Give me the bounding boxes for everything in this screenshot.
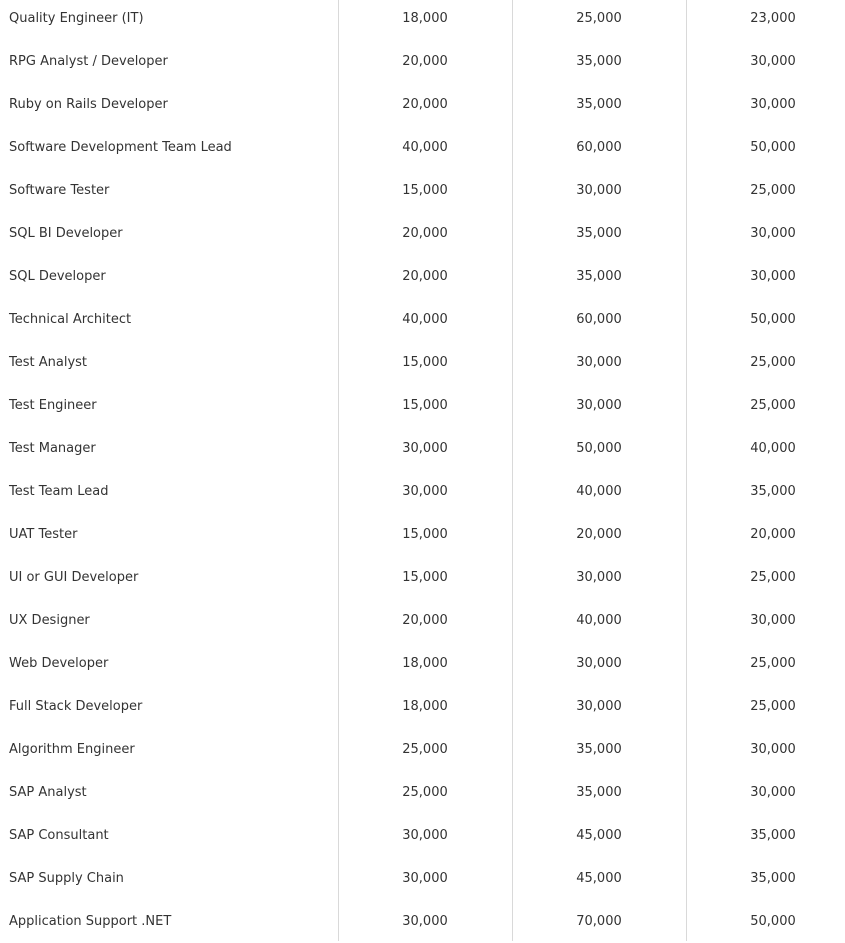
table-row: [0, 599, 845, 642]
table-row: [0, 470, 845, 513]
job-title-cell: Test Engineer: [9, 398, 97, 413]
table-row: [0, 556, 845, 599]
salary-col3-cell: 50,000: [750, 140, 796, 155]
table-row: [0, 642, 845, 685]
table-row: [0, 900, 845, 943]
salary-col1-cell: 40,000: [402, 312, 448, 327]
salary-col2-cell: 20,000: [576, 527, 622, 542]
job-title-cell: Application Support .NET: [9, 914, 172, 929]
salary-col3-cell: 25,000: [750, 398, 796, 413]
salary-col1-cell: 20,000: [402, 97, 448, 112]
salary-col3-cell: 25,000: [750, 355, 796, 370]
salary-col1-cell: 20,000: [402, 54, 448, 69]
table-row: [0, 857, 845, 900]
job-title-cell: SQL BI Developer: [9, 226, 123, 241]
job-title-cell: Test Analyst: [9, 355, 88, 370]
salary-col3-cell: 25,000: [750, 570, 796, 585]
salary-col2-cell: 50,000: [576, 441, 622, 456]
salary-col1-cell: 20,000: [402, 613, 448, 628]
job-title-cell: Software Development Team Lead: [9, 140, 232, 155]
salary-col3-cell: 50,000: [750, 312, 796, 327]
table-row: [0, 0, 845, 40]
job-title-cell: RPG Analyst / Developer: [9, 54, 168, 69]
salary-col2-cell: 45,000: [576, 828, 622, 843]
salary-col2-cell: 35,000: [576, 97, 622, 112]
salary-col1-cell: 25,000: [402, 785, 448, 800]
salary-col3-cell: 20,000: [750, 527, 796, 542]
salary-col3-cell: 30,000: [750, 97, 796, 112]
salary-col2-cell: 30,000: [576, 355, 622, 370]
job-title-cell: Software Tester: [9, 183, 110, 198]
table-row: [0, 40, 845, 83]
job-title-cell: Algorithm Engineer: [9, 742, 135, 757]
salary-col3-cell: 40,000: [750, 441, 796, 456]
salary-col2-cell: 45,000: [576, 871, 622, 886]
salary-col3-cell: 23,000: [750, 11, 796, 26]
table-row: [0, 771, 845, 814]
table-row: [0, 255, 845, 298]
salary-col2-cell: 25,000: [576, 11, 622, 26]
salary-col1-cell: 20,000: [402, 269, 448, 284]
salary-col2-cell: 30,000: [576, 398, 622, 413]
job-title-cell: SAP Consultant: [9, 828, 109, 843]
salary-col1-cell: 15,000: [402, 570, 448, 585]
salary-col3-cell: 35,000: [750, 828, 796, 843]
table-row: [0, 384, 845, 427]
job-title-cell: Full Stack Developer: [9, 699, 143, 714]
salary-col1-cell: 30,000: [402, 871, 448, 886]
salary-col3-cell: 25,000: [750, 699, 796, 714]
salary-col1-cell: 40,000: [402, 140, 448, 155]
table-row: [0, 728, 845, 771]
salary-col1-cell: 15,000: [402, 355, 448, 370]
table-row: [0, 83, 845, 126]
table-row: [0, 814, 845, 857]
table-row: [0, 341, 845, 384]
salary-col1-cell: 15,000: [402, 527, 448, 542]
salary-col1-cell: 15,000: [402, 398, 448, 413]
job-title-cell: SAP Analyst: [9, 785, 87, 800]
salary-col1-cell: 20,000: [402, 226, 448, 241]
job-title-cell: UI or GUI Developer: [9, 570, 139, 585]
salary-col2-cell: 30,000: [576, 570, 622, 585]
salary-col2-cell: 35,000: [576, 54, 622, 69]
salary-col3-cell: 30,000: [750, 226, 796, 241]
table-row: [0, 212, 845, 255]
table-row: [0, 513, 845, 556]
salary-col3-cell: 25,000: [750, 656, 796, 671]
salary-col1-cell: 25,000: [402, 742, 448, 757]
job-title-cell: Quality Engineer (IT): [9, 11, 144, 26]
salary-col2-cell: 35,000: [576, 226, 622, 241]
table-row: [0, 169, 845, 212]
salary-col2-cell: 60,000: [576, 312, 622, 327]
salary-col1-cell: 30,000: [402, 828, 448, 843]
salary-col3-cell: 25,000: [750, 183, 796, 198]
salary-col2-cell: 30,000: [576, 656, 622, 671]
job-title-cell: Ruby on Rails Developer: [9, 97, 168, 112]
salary-col1-cell: 30,000: [402, 441, 448, 456]
salary-col3-cell: 30,000: [750, 613, 796, 628]
job-title-cell: Test Manager: [9, 441, 96, 456]
salary-col2-cell: 40,000: [576, 613, 622, 628]
table-row: [0, 685, 845, 728]
job-title-cell: Web Developer: [9, 656, 109, 671]
salary-col1-cell: 18,000: [402, 656, 448, 671]
job-title-cell: UAT Tester: [9, 527, 78, 542]
salary-col3-cell: 50,000: [750, 914, 796, 929]
salary-col1-cell: 18,000: [402, 699, 448, 714]
job-title-cell: SAP Supply Chain: [9, 871, 124, 886]
salary-col2-cell: 30,000: [576, 699, 622, 714]
salary-col2-cell: 60,000: [576, 140, 622, 155]
salary-col1-cell: 15,000: [402, 183, 448, 198]
salary-col2-cell: 30,000: [576, 183, 622, 198]
job-title-cell: SQL Developer: [9, 269, 106, 284]
salary-col1-cell: 30,000: [402, 484, 448, 499]
salary-col2-cell: 35,000: [576, 742, 622, 757]
salary-col3-cell: 30,000: [750, 742, 796, 757]
salary-col2-cell: 70,000: [576, 914, 622, 929]
job-title-cell: Test Team Lead: [9, 484, 109, 499]
salary-col2-cell: 35,000: [576, 269, 622, 284]
salary-col1-cell: 18,000: [402, 11, 448, 26]
job-title-cell: UX Designer: [9, 613, 90, 628]
salary-col3-cell: 30,000: [750, 269, 796, 284]
salary-col3-cell: 30,000: [750, 54, 796, 69]
job-title-cell: Technical Architect: [9, 312, 132, 327]
salary-col2-cell: 40,000: [576, 484, 622, 499]
salary-col3-cell: 35,000: [750, 484, 796, 499]
table-row: [0, 298, 845, 341]
salary-col1-cell: 30,000: [402, 914, 448, 929]
salary-col2-cell: 35,000: [576, 785, 622, 800]
salary-col3-cell: 35,000: [750, 871, 796, 886]
salary-col3-cell: 30,000: [750, 785, 796, 800]
table-row: [0, 126, 845, 169]
table-row: [0, 427, 845, 470]
